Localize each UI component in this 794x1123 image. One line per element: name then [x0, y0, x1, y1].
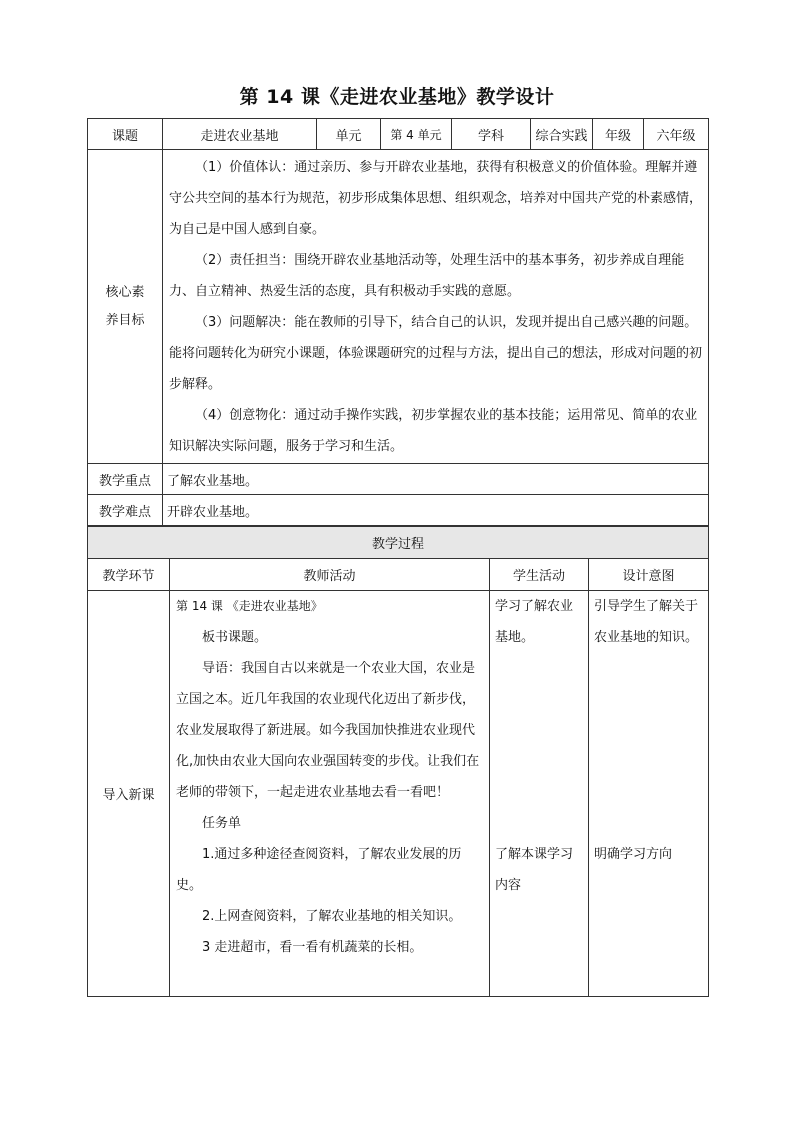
goal-paragraph: （3）问题解决：能在教师的引导下，结合自己的认识，发现并提出自己感兴趣的问题。能将问题转化为研究小课题，体验课题研究的过程与方法，提出自己的想法，形成对问题的初步解释。: [169, 314, 703, 392]
goal-paragraph: （2）责任担当：围绕开辟农业基地活动等，处理生活中的基本事务，初步养成自理能力、自立精神、热爱生活的态度，具有积极动手实践的意愿。: [169, 252, 685, 299]
teacher-line: 板书课题。: [202, 630, 268, 645]
goal-paragraph: （1）价值体认：通过亲历、参与开辟农业基地，获得有积极意义的价值体验。理解并遵守公共空间的基本行为规范，初步形成集体思想、组织观念，培养对中国共产党的朴素感情，为自己是中国人感到自豪。: [169, 159, 703, 237]
teacher-line: 3 走进超市，看一看有机蔬菜的长相。: [202, 940, 423, 955]
key-point-label: 教学重点: [88, 464, 163, 495]
grade-label: 年级: [593, 119, 644, 150]
difficulty-label: 教学难点: [88, 495, 163, 526]
col-intent-header: 设计意图: [589, 559, 709, 591]
difficulty-value: 开辟农业基地。: [163, 495, 709, 526]
teacher-line: 任务单: [202, 816, 242, 831]
subject-value: 综合实践: [531, 119, 593, 150]
unit-label: 单元: [317, 119, 381, 150]
info-table: [87, 118, 709, 526]
stage-name: 导入新课: [88, 591, 170, 997]
goals-label-line1: 核心素: [105, 284, 145, 300]
student-line: 了解本课学习内容: [495, 847, 574, 893]
goals-label-line2: 养目标: [105, 312, 145, 328]
col-stage-header: 教学环节: [88, 559, 170, 591]
teacher-activity: [170, 591, 490, 997]
student-line: 学习了解农业基地。: [495, 599, 574, 645]
student-activity: [490, 591, 589, 997]
key-point-value: 了解农业基地。: [163, 464, 709, 495]
topic-value: 走进农业基地: [163, 119, 317, 150]
topic-label: 课题: [88, 119, 163, 150]
col-student-header: 学生活动: [490, 559, 589, 591]
teacher-line: 导语：我国自古以来就是一个农业大国，农业是立国之本。近几年我国的农业现代化迈出了新步伐，农业发展取得了新进展。如今我国加快推进农业现代化,加快由农业大国向农业强国转变的步伐。让我们在老师的带领下，一起走进农业基地去看一看吧！: [176, 661, 480, 800]
design-intent: [589, 591, 709, 997]
teacher-line: 1.通过多种途径查阅资料，了解农业发展的历史。: [176, 847, 462, 893]
goals-label: [88, 150, 163, 464]
process-heading: 教学过程: [88, 527, 709, 559]
intent-line: 引导学生了解关于农业基地的知识。: [594, 599, 699, 645]
lesson-heading: 第 14 课 《走进农业基地》: [176, 599, 323, 613]
intent-line: 明确学习方向: [594, 847, 673, 862]
goal-paragraph: （4）创意物化：通过动手操作实践，初步掌握农业的基本技能；运用常见、简单的农业知识解决实际问题，服务于学习和生活。: [169, 407, 698, 454]
subject-label: 学科: [452, 119, 531, 150]
document-title: 第 14 课《走进农业基地》教学设计: [239, 86, 555, 108]
goals-content: [163, 150, 709, 464]
unit-value: 第 4 单元: [381, 119, 452, 150]
grade-value: 六年级: [644, 119, 709, 150]
process-table: [87, 526, 709, 997]
col-teacher-header: 教师活动: [170, 559, 490, 591]
teacher-line: 2.上网查阅资料，了解农业基地的相关知识。: [202, 909, 462, 924]
